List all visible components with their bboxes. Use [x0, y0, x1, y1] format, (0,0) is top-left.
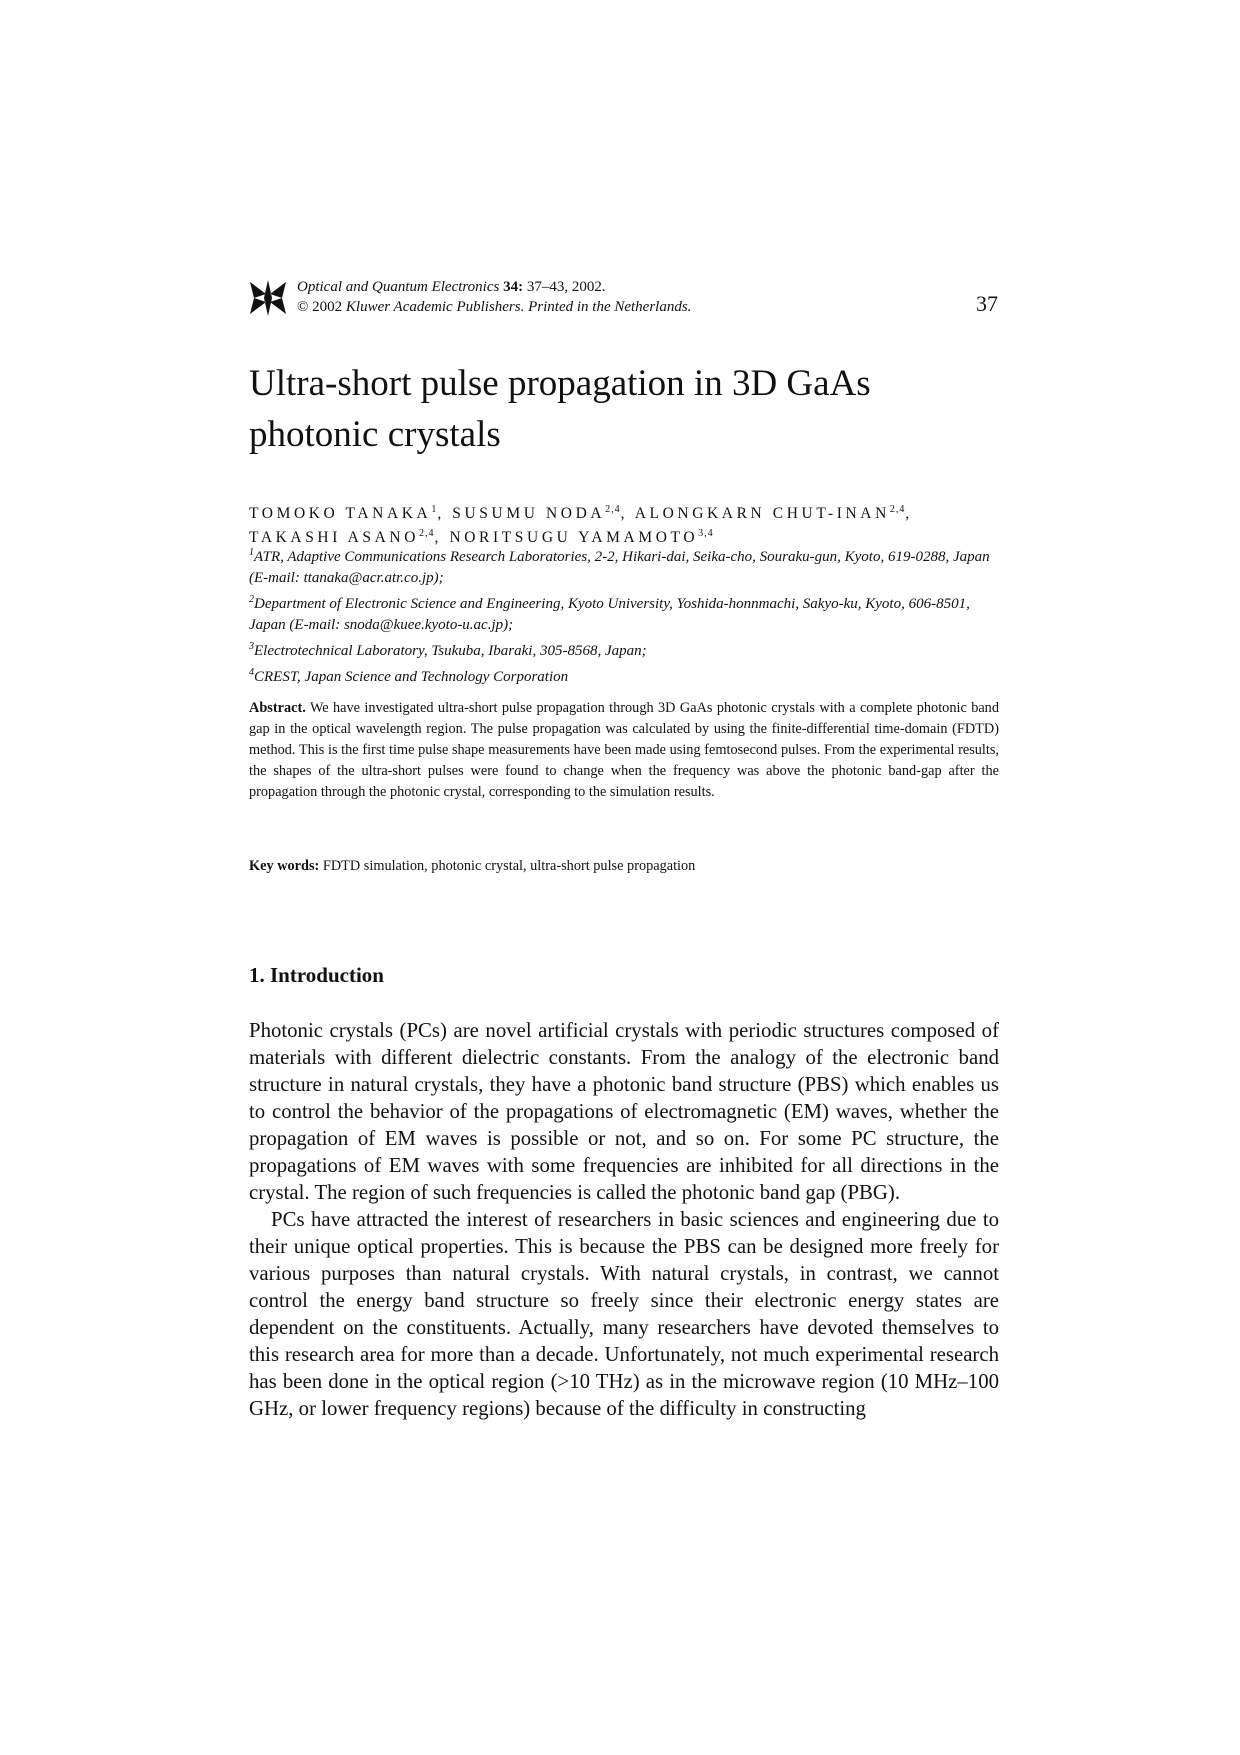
affiliation-text: CREST, Japan Science and Technology Corporation — [254, 669, 569, 685]
page-number: 37 — [976, 291, 998, 316]
abstract — [249, 698, 999, 803]
author-name: ALONGKARN CHUT-INAN — [634, 505, 890, 523]
section-heading: 1. Introduction — [249, 963, 384, 987]
section-body — [249, 1017, 999, 1422]
keywords — [249, 856, 999, 877]
author-affiliation-marker: 3,4 — [698, 528, 714, 540]
affiliation-number: 1 — [249, 547, 254, 558]
affiliation-number: 4 — [249, 667, 254, 678]
author-name: TAKASHI ASANO — [249, 529, 419, 547]
affiliation — [249, 662, 1009, 688]
abstract-label: Abstract. — [249, 700, 306, 716]
author-name: NORITSUGU YAMAMOTO — [449, 529, 699, 547]
affiliation-text: Department of Electronic Science and Engineering, Kyoto University, Yoshida-honnmachi, Sakyo-ku, Kyoto, 606-8501, Japan (E-mail: snoda@kuee.kyoto-u.ac.jp); — [249, 596, 970, 633]
journal-name: Optical and Quantum Electronics — [297, 279, 500, 295]
affiliation-text: ATR, Adaptive Communications Research Laboratories, 2-2, Hikari-dai, Seika-cho, Souraku-gun, Kyoto, 619-0288, Japan (E-mail: ttanaka@acr.atr.co.jp); — [249, 549, 990, 586]
affiliation — [249, 636, 1009, 662]
author-affiliation-marker: 2,4 — [605, 504, 621, 515]
copyright-symbol: © — [297, 299, 309, 315]
affiliation — [249, 589, 1009, 636]
journal-pages-year: 37–43, 2002. — [526, 279, 606, 295]
keywords-text: FDTD simulation, photonic crystal, ultra-short pulse propagation — [322, 858, 696, 874]
affiliation — [249, 542, 1009, 589]
author-separator: , — [437, 505, 453, 523]
affiliation-list — [249, 542, 1009, 688]
abstract-text: We have investigated ultra-short pulse propagation through 3D GaAs photonic crystals with a complete photonic band gap in the optical wavelength region. The pulse propagation was calculated by using the finite-differential time-domain (FDTD) method. This is the first time pulse shape measurements have been made using femtosecond pulses. From the experimental results, the shapes of the ultra-short pulses were found to change when the frequency was above the photonic band-gap after the propagation through the photonic crystal, corresponding to the simulation results. — [249, 700, 999, 800]
author-separator: , — [905, 505, 913, 523]
author-affiliation-marker: 2,4 — [889, 504, 906, 515]
body-paragraph: PCs have attracted the interest of researchers in basic sciences and engineering due to their unique optical properties. This is because the PBS can be designed more freely for various purposes than natural crystals. With natural crystals, in contrast, we cannot control the energy band structure so freely since their electronic energy states are dependent on the constituents. Actually, many researchers have devoted themselves to this research area for more than a decade. Unfortunately, not much experimental research has been done in the optical region (>10 THz) as in the microwave region (10 MHz–100 GHz, or lower frequency regions) because of the difficulty in constructing — [249, 1208, 999, 1420]
author-separator: , — [620, 505, 635, 523]
publisher-line: Kluwer Academic Publishers. Printed in the Netherlands. — [345, 299, 692, 315]
affiliation-number: 3 — [249, 641, 254, 652]
author-name: TOMOKO TANAKA — [249, 505, 432, 523]
paper-title: Ultra-short pulse propagation in 3D GaAs photonic crystals — [249, 363, 871, 455]
author-affiliation-marker: 1 — [431, 504, 438, 515]
kluwer-logo-icon — [246, 276, 290, 320]
author-affiliation-marker: 2,4 — [419, 528, 435, 540]
keywords-label: Key words: — [249, 858, 320, 874]
author-name: SUSUMU NODA — [452, 505, 606, 523]
affiliation-text: Electrotechnical Laboratory, Tsukuba, Ibaraki, 305-8568, Japan; — [254, 643, 647, 659]
journal-volume: 34: — [503, 279, 524, 295]
body-paragraph: Photonic crystals (PCs) are novel artificial crystals with periodic structures composed of materials with different dielectric constants. From the analogy of the electronic band structure in natural crystals, they have a photonic band structure (PBS) which enables us to control the behavior of the propagations of electromagnetic (EM) waves, whether the propagation of EM waves is possible or not, and so on. For some PC structure, the propagations of EM waves with some frequencies are inhibited for all directions in the crystal. The region of such frequencies is called the photonic band gap (PBG). — [249, 1019, 999, 1204]
copyright-year: 2002 — [312, 299, 343, 315]
journal-citation — [297, 277, 691, 317]
author-separator: , — [434, 529, 450, 547]
affiliation-number: 2 — [249, 594, 254, 605]
